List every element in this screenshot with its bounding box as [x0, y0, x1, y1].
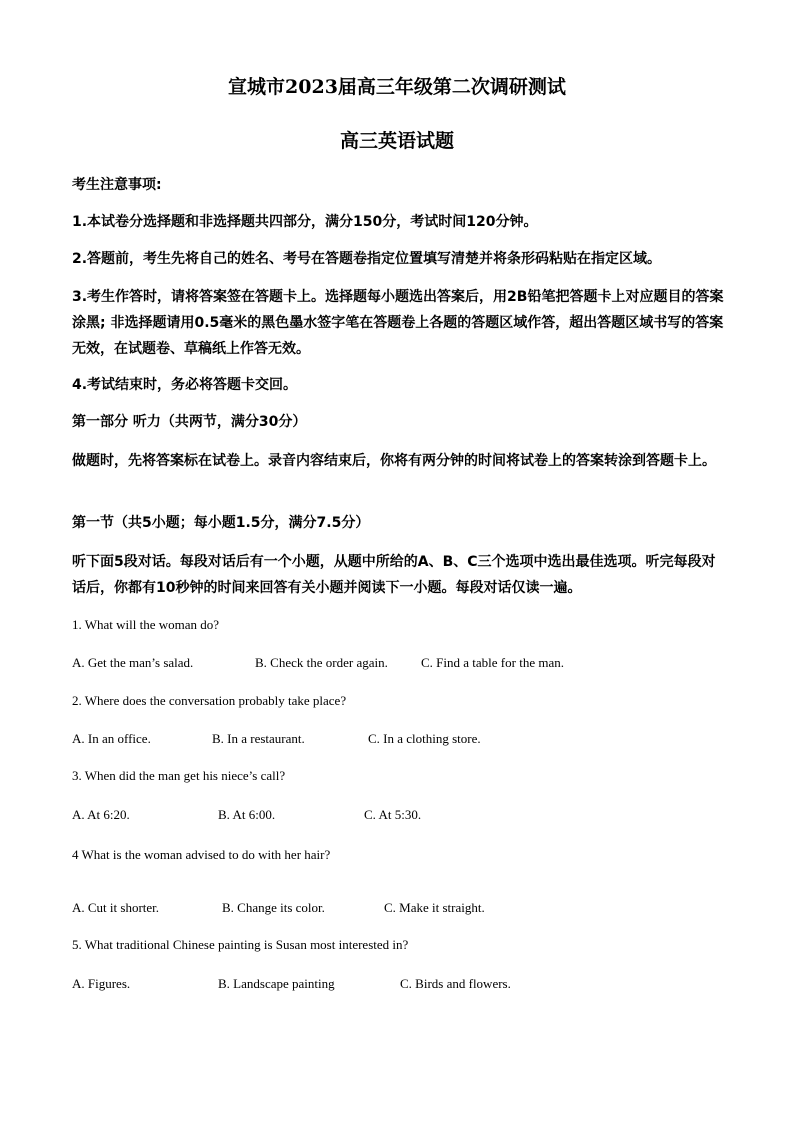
- part1-instruction: 做题时，先将答案标在试卷上。录音内容结束后，你将有两分钟的时间将试卷上的答案转涂到答题卡上。: [72, 453, 716, 469]
- section1-heading: 第一节（共5小题；每小题1.5分，满分7.5分）: [72, 515, 370, 531]
- exam-subtitle: 高三英语试题: [339, 130, 454, 152]
- question-1-option-b: B. Check the order again.: [255, 655, 388, 670]
- question-5-option-c: C. Birds and flowers.: [400, 976, 511, 991]
- question-5-option-a: A. Figures.: [72, 976, 131, 991]
- question-2-option-c: C. In a clothing store.: [368, 731, 481, 746]
- question-3: 3. When did the man get his niece’s call?: [72, 768, 286, 783]
- question-3-option-c: C. At 5:30.: [364, 807, 422, 822]
- exam-title: 宣城市2023届高三年级第二次调研测试: [228, 76, 566, 98]
- question-4: 4 What is the woman advised to do with her hair?: [72, 847, 331, 862]
- question-5: 5. What traditional Chinese painting is Susan most interested in?: [72, 937, 409, 952]
- notice-heading: 考生注意事项:: [72, 177, 162, 193]
- section1-instruction: 听下面5段对话。每段对话后有一个小题，从题中所给的A、B、C三个选项中选出最佳选项。听完每段对话后，你都有10秒钟的时间来回答有关小题并阅读下一小题。每段对话仅读一遍。: [72, 554, 716, 596]
- question-2-option-b: B. In a restaurant.: [212, 731, 305, 746]
- notice-item-2: 2.答题前，考生先将自己的姓名、考号在答题卷指定位置填写清楚并将条形码粘贴在指定区域。: [72, 251, 662, 267]
- question-3-option-b: B. At 6:00.: [218, 807, 276, 822]
- part1-heading: 第一部分 听力（共两节，满分30分）: [72, 414, 307, 430]
- question-1-option-c: C. Find a table for the man.: [421, 655, 564, 670]
- question-5-option-b: B. Landscape painting: [218, 976, 335, 991]
- notice-item-3: 3.考生作答时，请将答案签在答题卡上。选择题每小题选出答案后，用2B铅笔把答题卡上对应题目的答案涂黑; 非选择题请用0.5毫米的黑色墨水签字笔在答题卷上各题的答题区域作答，超出答题区域书写的答案无效，在试题卷、草稿纸上作答无效。: [72, 289, 724, 357]
- question-4-option-b: B. Change its color.: [222, 900, 325, 915]
- question-1: 1. What will the woman do?: [72, 617, 220, 632]
- notice-item-1: 1.本试卷分选择题和非选择题共四部分，满分150分，考试时间120分钟。: [72, 214, 538, 230]
- question-2: 2. Where does the conversation probably take place?: [72, 693, 347, 708]
- question-1-option-a: A. Get the man’s salad.: [72, 655, 194, 670]
- question-3-option-a: A. At 6:20.: [72, 807, 130, 822]
- notice-item-4: 4.考试结束时，务必将答题卡交回。: [72, 377, 298, 393]
- question-4-option-a: A. Cut it shorter.: [72, 900, 160, 915]
- question-4-option-c: C. Make it straight.: [384, 900, 485, 915]
- question-2-option-a: A. In an office.: [72, 731, 151, 746]
